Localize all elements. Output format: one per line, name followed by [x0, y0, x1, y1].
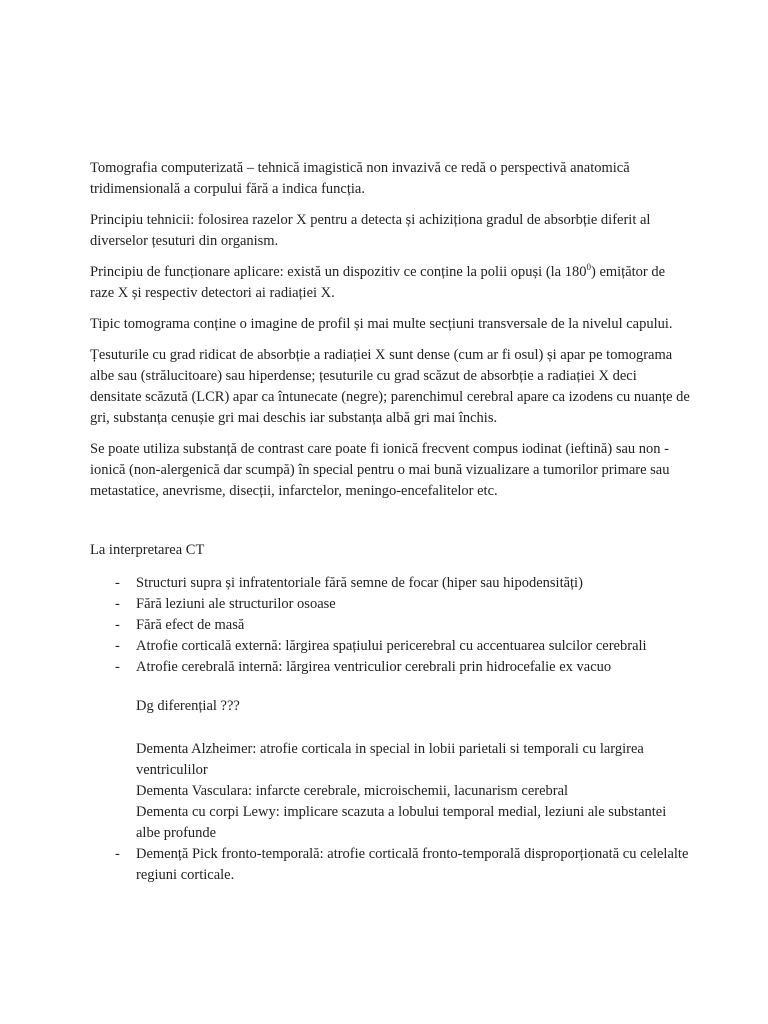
list-item-text: Fără leziuni ale structurilor osoase	[136, 596, 336, 612]
list-item-text: Fără efect de masă	[136, 617, 245, 633]
dementia-vascular: Dementa Vasculara: infarcte cerebrale, microischemii, lacunarism cerebral	[136, 783, 569, 799]
paragraph-operating-principle	[90, 262, 690, 304]
pick-list	[90, 844, 690, 886]
document-page	[90, 158, 690, 886]
paragraph-operating-principle-tail: ) emițător de raze X și respectiv detectori ai radiației X.	[90, 264, 666, 301]
dementia-lewy: Dementa cu corpi Lewy: implicare scazuta a lobului temporal medial, leziuni ale substantei albe profunde	[136, 804, 667, 841]
list-item-text: Demență Pick fronto-temporală: atrofie corticală fronto-temporală disproporționată cu celelalte regiuni corticale.	[136, 846, 689, 883]
list-item	[90, 594, 690, 615]
dash-marker: -	[115, 596, 120, 612]
paragraph-tissue-density: Țesuturile cu grad ridicat de absorbție a radiației X sunt dense (cum ar fi osul) și apar pe tomograma albe sau (strălucitoare) sau hiperdense; țesuturile cu grad scăzut de absorbție a radiației X deci densitate scăzută (LCR) apar ca întunecate (negre); parenchimul cerebral apare ca izodens cu nuanțe de gri, substanța cenușie gri mai deschis iar substanța albă gri mai închis.	[90, 347, 690, 426]
paragraph-contrast-agent: Se poate utiliza substanță de contrast care poate fi ionică frecvent compus iodinat (ieftină) sau non - ionică (non-alergenică dar scumpă) în special pentru o mai bună vizualizare a tumorilor primare sau metastatice, anevrisme, disecții, infarctelor, meningo-encefalitelor etc.	[90, 441, 670, 499]
list-item-text: Atrofie cerebrală internă: lărgirea ventriculior cerebrali prin hidrocefalie ex vacuo	[136, 659, 612, 675]
paragraph-technique-principle: Principiu tehnicii: folosirea razelor X pentru a detecta și achiziționa gradul de absorbție diferit al diverselor țesuturi din organism.	[90, 212, 651, 249]
dash-marker: -	[115, 638, 120, 654]
dementia-alzheimer: Dementa Alzheimer: atrofie corticala in special in lobii parietali si temporali cu largirea ventriculilor	[136, 741, 644, 778]
list-item	[90, 615, 690, 636]
dash-marker: -	[115, 617, 120, 633]
dash-marker: -	[115, 846, 120, 862]
list-item	[90, 573, 690, 594]
list-item	[90, 636, 690, 657]
list-item-text: Atrofie corticală externă: lărgirea spațiului pericerebral cu accentuarea sulcilor cerebrali	[136, 638, 647, 654]
list-item	[90, 844, 690, 886]
section-heading-interpretation: La interpretarea CT	[90, 542, 205, 558]
dash-marker: -	[115, 659, 120, 675]
list-item	[90, 657, 690, 678]
list-item-text: Structuri supra și infratentoriale fără semne de focar (hiper sau hipodensități)	[136, 575, 583, 591]
differential-diagnosis-label: Dg diferențial ???	[136, 698, 240, 714]
paragraph-operating-principle-text: Principiu de funcționare aplicare: există un dispozitiv ce conține la polii opuși (la 180	[90, 264, 587, 280]
degree-superscript: 0	[586, 262, 591, 273]
paragraph-ct-definition: Tomografia computerizată – tehnică imagistică non invazivă ce redă o perspectivă anatomică tridimensională a corpului fără a indica funcția.	[90, 160, 630, 197]
paragraph-tomogram-content: Tipic tomograma conține o imagine de profil și mai multe secțiuni transversale de la nivelul capului.	[90, 316, 673, 332]
dementia-list	[90, 739, 690, 844]
interpretation-list	[90, 573, 690, 678]
dash-marker: -	[115, 575, 120, 591]
